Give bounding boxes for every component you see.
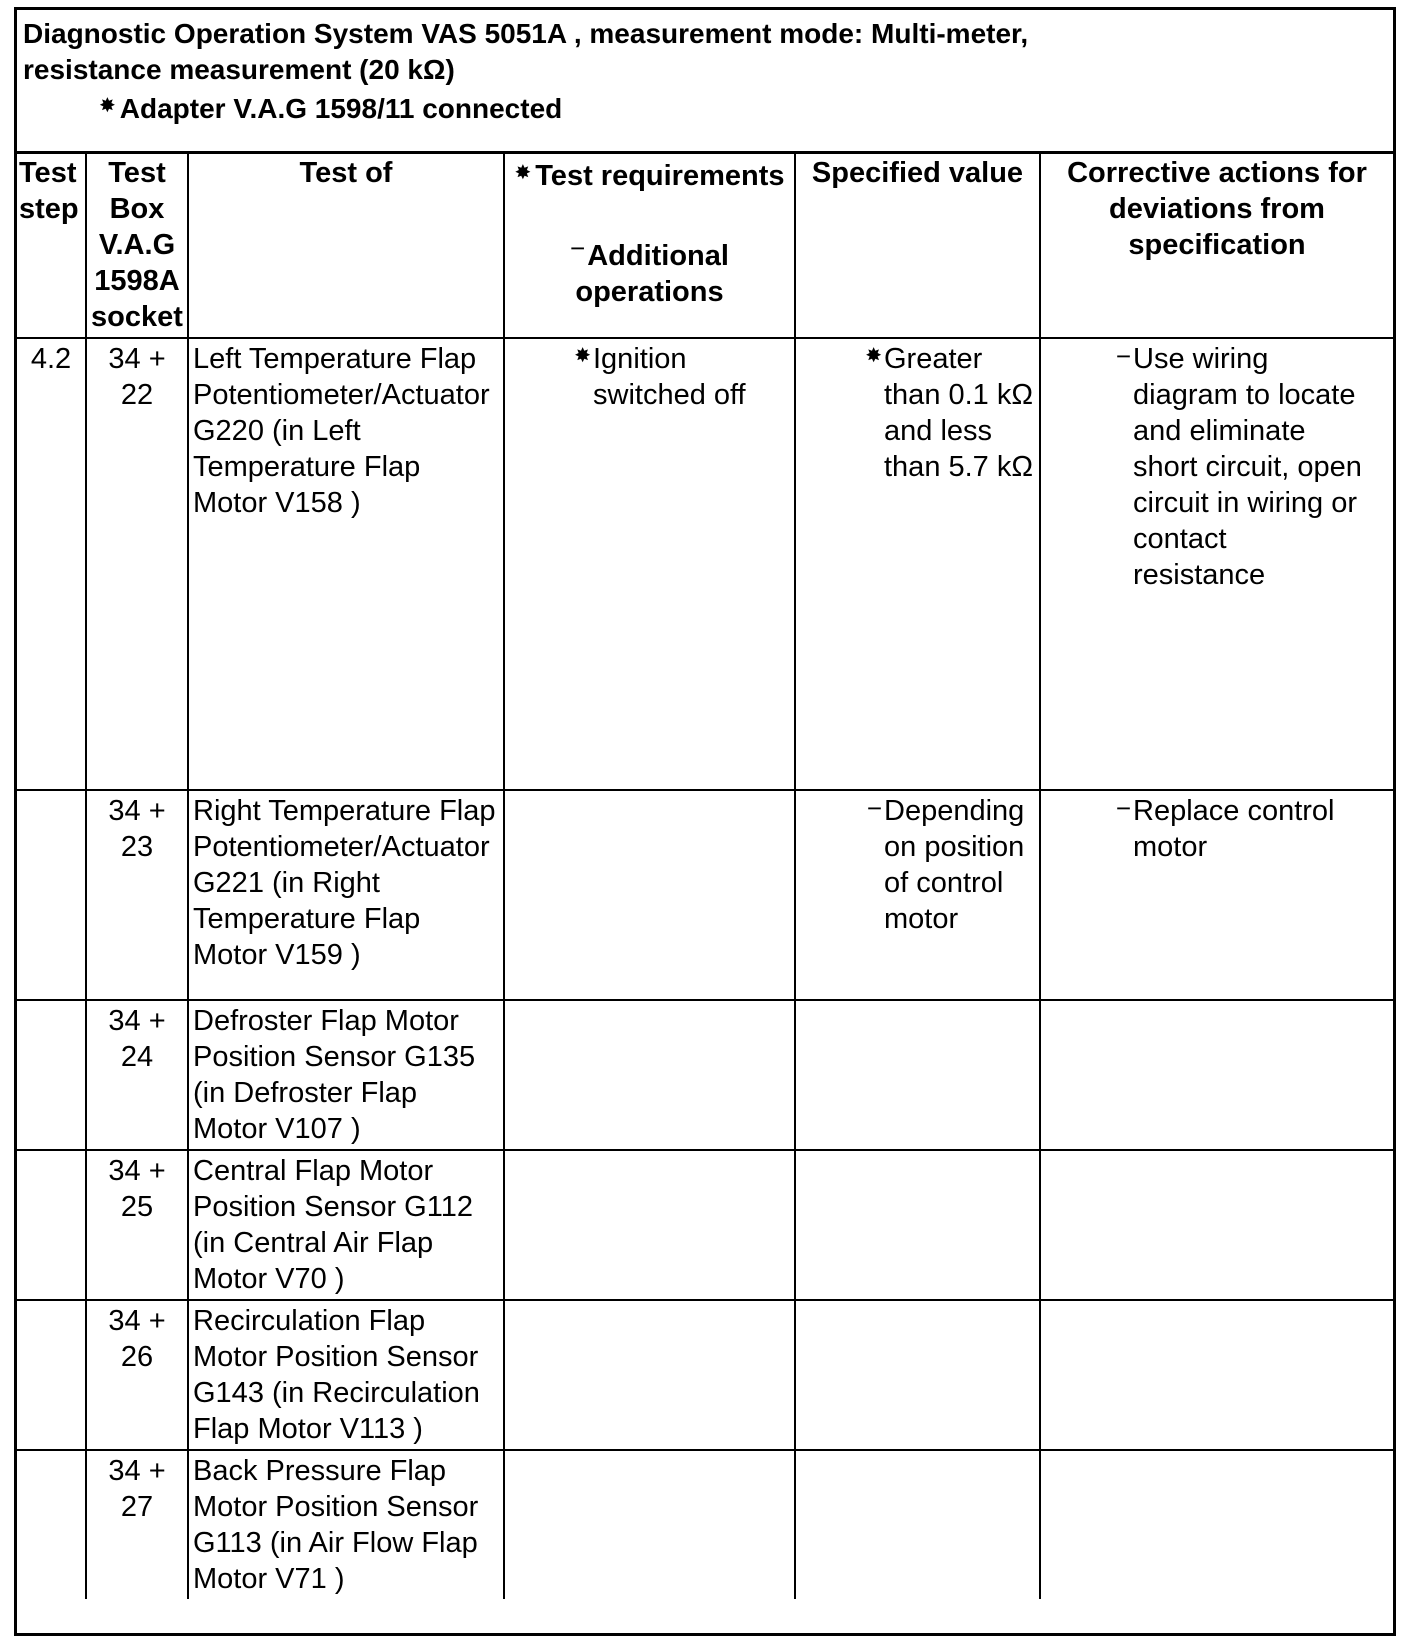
cell-socket: 34 + 27 [86,1450,188,1599]
cell-requirement [504,1000,795,1150]
table-row [17,338,1393,790]
cell-requirement [504,1150,795,1300]
col-test-step: Test step [17,152,86,338]
header-line-1: Diagnostic Operation System VAS 5051A , measurement mode: Multi-meter, [23,18,1029,49]
table-row [17,1150,1393,1300]
cell-step [17,1300,86,1450]
cell-requirement [504,1450,795,1599]
cell-test-of: Defroster Flap Motor Position Sensor G135 (in Defroster Flap Motor V107 ) [188,1000,504,1150]
cell-corrective [1040,1150,1393,1300]
test-table [17,151,1393,1599]
cell-specified [795,1450,1040,1599]
cell-test-of: Recirculation Flap Motor Position Sensor G143 (in Recirculation Flap Motor V113 ) [188,1300,504,1450]
specified-text: Greater than 0.1 kΩ and less than 5.7 kΩ [884,343,1034,483]
cell-requirement [504,1300,795,1450]
bullet-star-icon: ✸ [514,162,532,184]
header-line-2: resistance measurement (20 kΩ) [23,54,455,85]
cell-corrective [1040,1000,1393,1150]
cell-socket: 34 + 24 [86,1000,188,1150]
col-specified-value: Specified value [795,152,1040,338]
col-corrective-actions: Corrective actions for deviations from specification [1040,152,1393,338]
cell-socket: 34 + 22 [86,338,188,790]
cell-test-of: Right Temperature Flap Potentiometer/Actuator G221 (in Right Temperature Flap Motor V159 ) [188,790,504,1000]
document-header [17,10,1393,154]
table-row [17,790,1393,1000]
cell-socket: 34 + 23 [86,790,188,1000]
table-row [17,1000,1393,1150]
test-sheet [14,7,1396,1636]
table-row [17,1300,1393,1450]
cell-test-of: Left Temperature Flap Potentiometer/Actuator G220 (in Left Temperature Flap Motor V158 ) [188,338,504,790]
cell-requirement [504,790,795,1000]
cell-specified [795,1150,1040,1300]
cell-socket: 34 + 25 [86,1150,188,1300]
requirement-text: Ignition switched off [593,343,746,411]
cell-step [17,790,86,1000]
col-test-requirements [504,152,795,338]
corrective-text: Replace control motor [1133,795,1335,863]
dash-icon: − [1115,341,1131,371]
cell-specified [795,1000,1040,1150]
cell-requirement [504,338,795,790]
dash-icon: − [1115,793,1131,823]
cell-corrective [1040,1300,1393,1450]
cell-test-of: Central Flap Motor Position Sensor G112 (in Central Air Flap Motor V70 ) [188,1150,504,1300]
header-line-3 [23,88,1387,127]
cell-step [17,1450,86,1599]
col-additional-label: Additional operations [575,240,729,308]
cell-specified [795,1300,1040,1450]
dash-icon: − [866,793,882,823]
cell-specified [795,338,1040,790]
adapter-text: Adapter V.A.G 1598/11 connected [119,93,563,124]
cell-step: 4.2 [17,338,86,790]
cell-corrective [1040,338,1393,790]
cell-specified [795,790,1040,1000]
cell-step [17,1150,86,1300]
cell-corrective [1040,1450,1393,1599]
col-requirements-label: Test requirements [535,160,785,192]
dash-icon: − [570,233,586,263]
specified-text: Depending on position of control motor [884,795,1025,935]
bullet-star-icon: ✸ [865,345,882,367]
col-test-of: Test of [188,152,504,338]
col-socket: Test Box V.A.G 1598A socket [86,152,188,338]
bullet-star-icon: ✸ [99,95,116,117]
cell-step [17,1000,86,1150]
cell-corrective [1040,790,1393,1000]
cell-socket: 34 + 26 [86,1300,188,1450]
table-header-row [17,152,1393,338]
table-row [17,1450,1393,1599]
cell-test-of: Back Pressure Flap Motor Position Sensor G113 (in Air Flow Flap Motor V71 ) [188,1450,504,1599]
corrective-text: Use wiring diagram to locate and eliminate short circuit, open circuit in wiring or contact resistance [1133,343,1362,591]
bullet-star-icon: ✸ [574,345,591,367]
